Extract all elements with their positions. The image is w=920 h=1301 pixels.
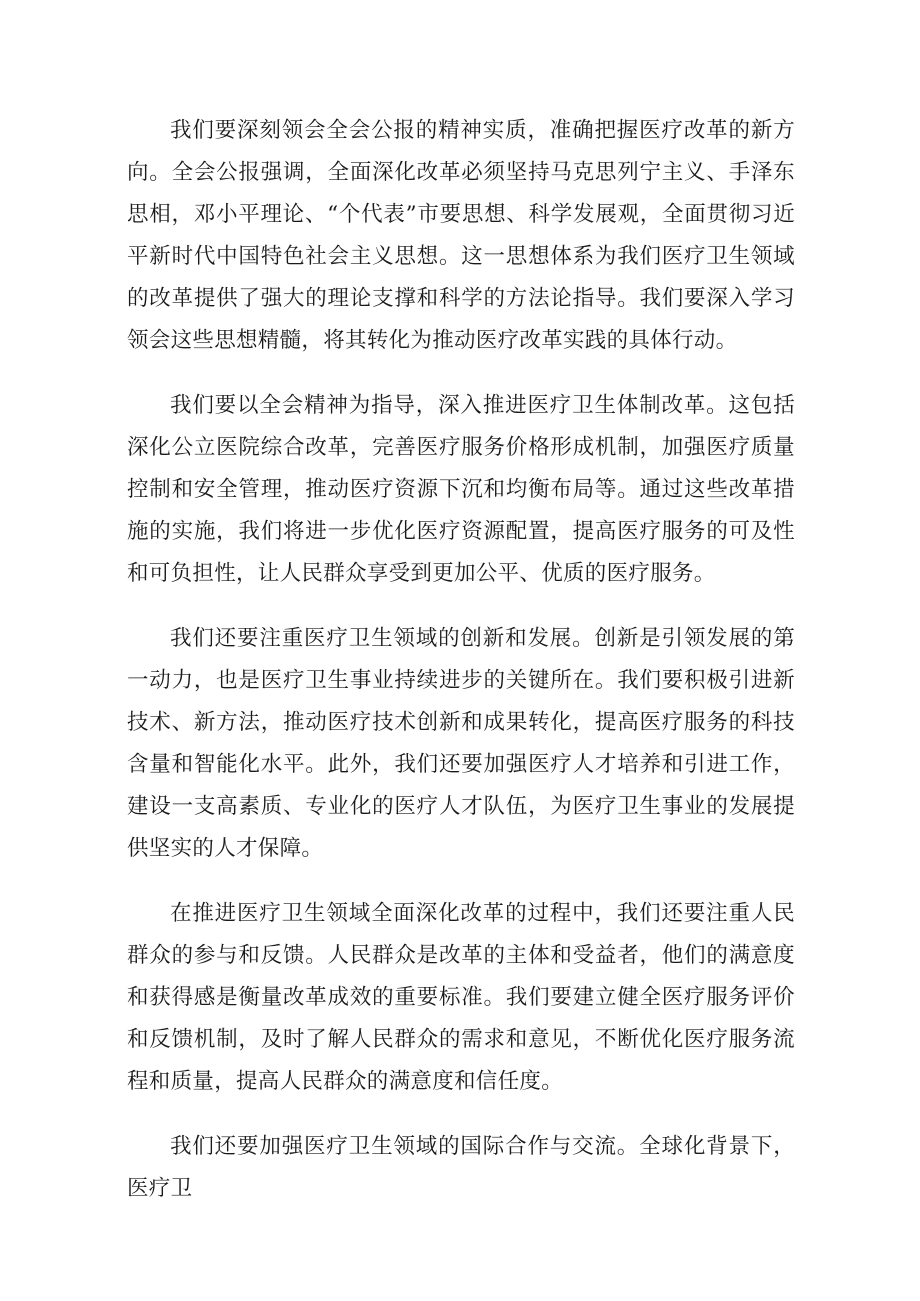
paragraph-1: 我们要深刻领会全会公报的精神实质，准确把握医疗改革的新方向。全会公报强调，全面深化改革必须坚持马克思列宁主义、手泽东思相，邓小平理论、“个代表”市要思想、科学发展观，全面贯彻习近平新时代中国特色社会主义思想。这一思想体系为我们医疗卫生领域的改革提供了强大的理论支撑和科学的方法论指导。我们要深入学习领会这些思想精髓，将其转化为推动医疗改革实践的具体行动。 — [127, 118, 795, 353]
paragraph-3: 我们还要注重医疗卫生领域的创新和发展。创新是引领发展的第一动力，也是医疗卫生事业持续进步的关键所在。我们要积极引进新技术、新方法，推动医疗技术创新和成果转化，提高医疗服务的科技含量和智能化水平。此外，我们还要加强医疗人才培养和引进工作，建设一支高素质、专业化的医疗人才队伍，为医疗卫生事业的发展提供坚实的人才保障。 — [127, 626, 795, 861]
paragraph-5: 我们还要加强医疗卫生领域的国际合作与交流。全球化背景下，医疗卫 — [127, 1134, 795, 1201]
paragraph-4: 在推进医疗卫生领域全面深化改革的过程中，我们还要注重人民群众的参与和反馈。人民群众是改革的主体和受益者，他们的满意度和获得感是衡量改革成效的重要标准。我们要建立健全医疗服务评价和反馈机制，及时了解人民群众的需求和意见，不断优化医疗服务流程和质量，提高人民群众的满意度和信任度。 — [127, 901, 795, 1094]
document-body — [127, 110, 795, 1233]
paragraph-2: 我们要以全会精神为指导，深入推进医疗卫生体制改革。这包括深化公立医院综合改革，完善医疗服务价格形成机制，加强医疗质量控制和安全管理，推动医疗资源下沉和均衡布局等。通过这些改革措施的实施，我们将进一步优化医疗资源配置，提高医疗服务的可及性和可负担性，让人民群众享受到更加公平、优质的医疗服务。 — [127, 393, 795, 586]
